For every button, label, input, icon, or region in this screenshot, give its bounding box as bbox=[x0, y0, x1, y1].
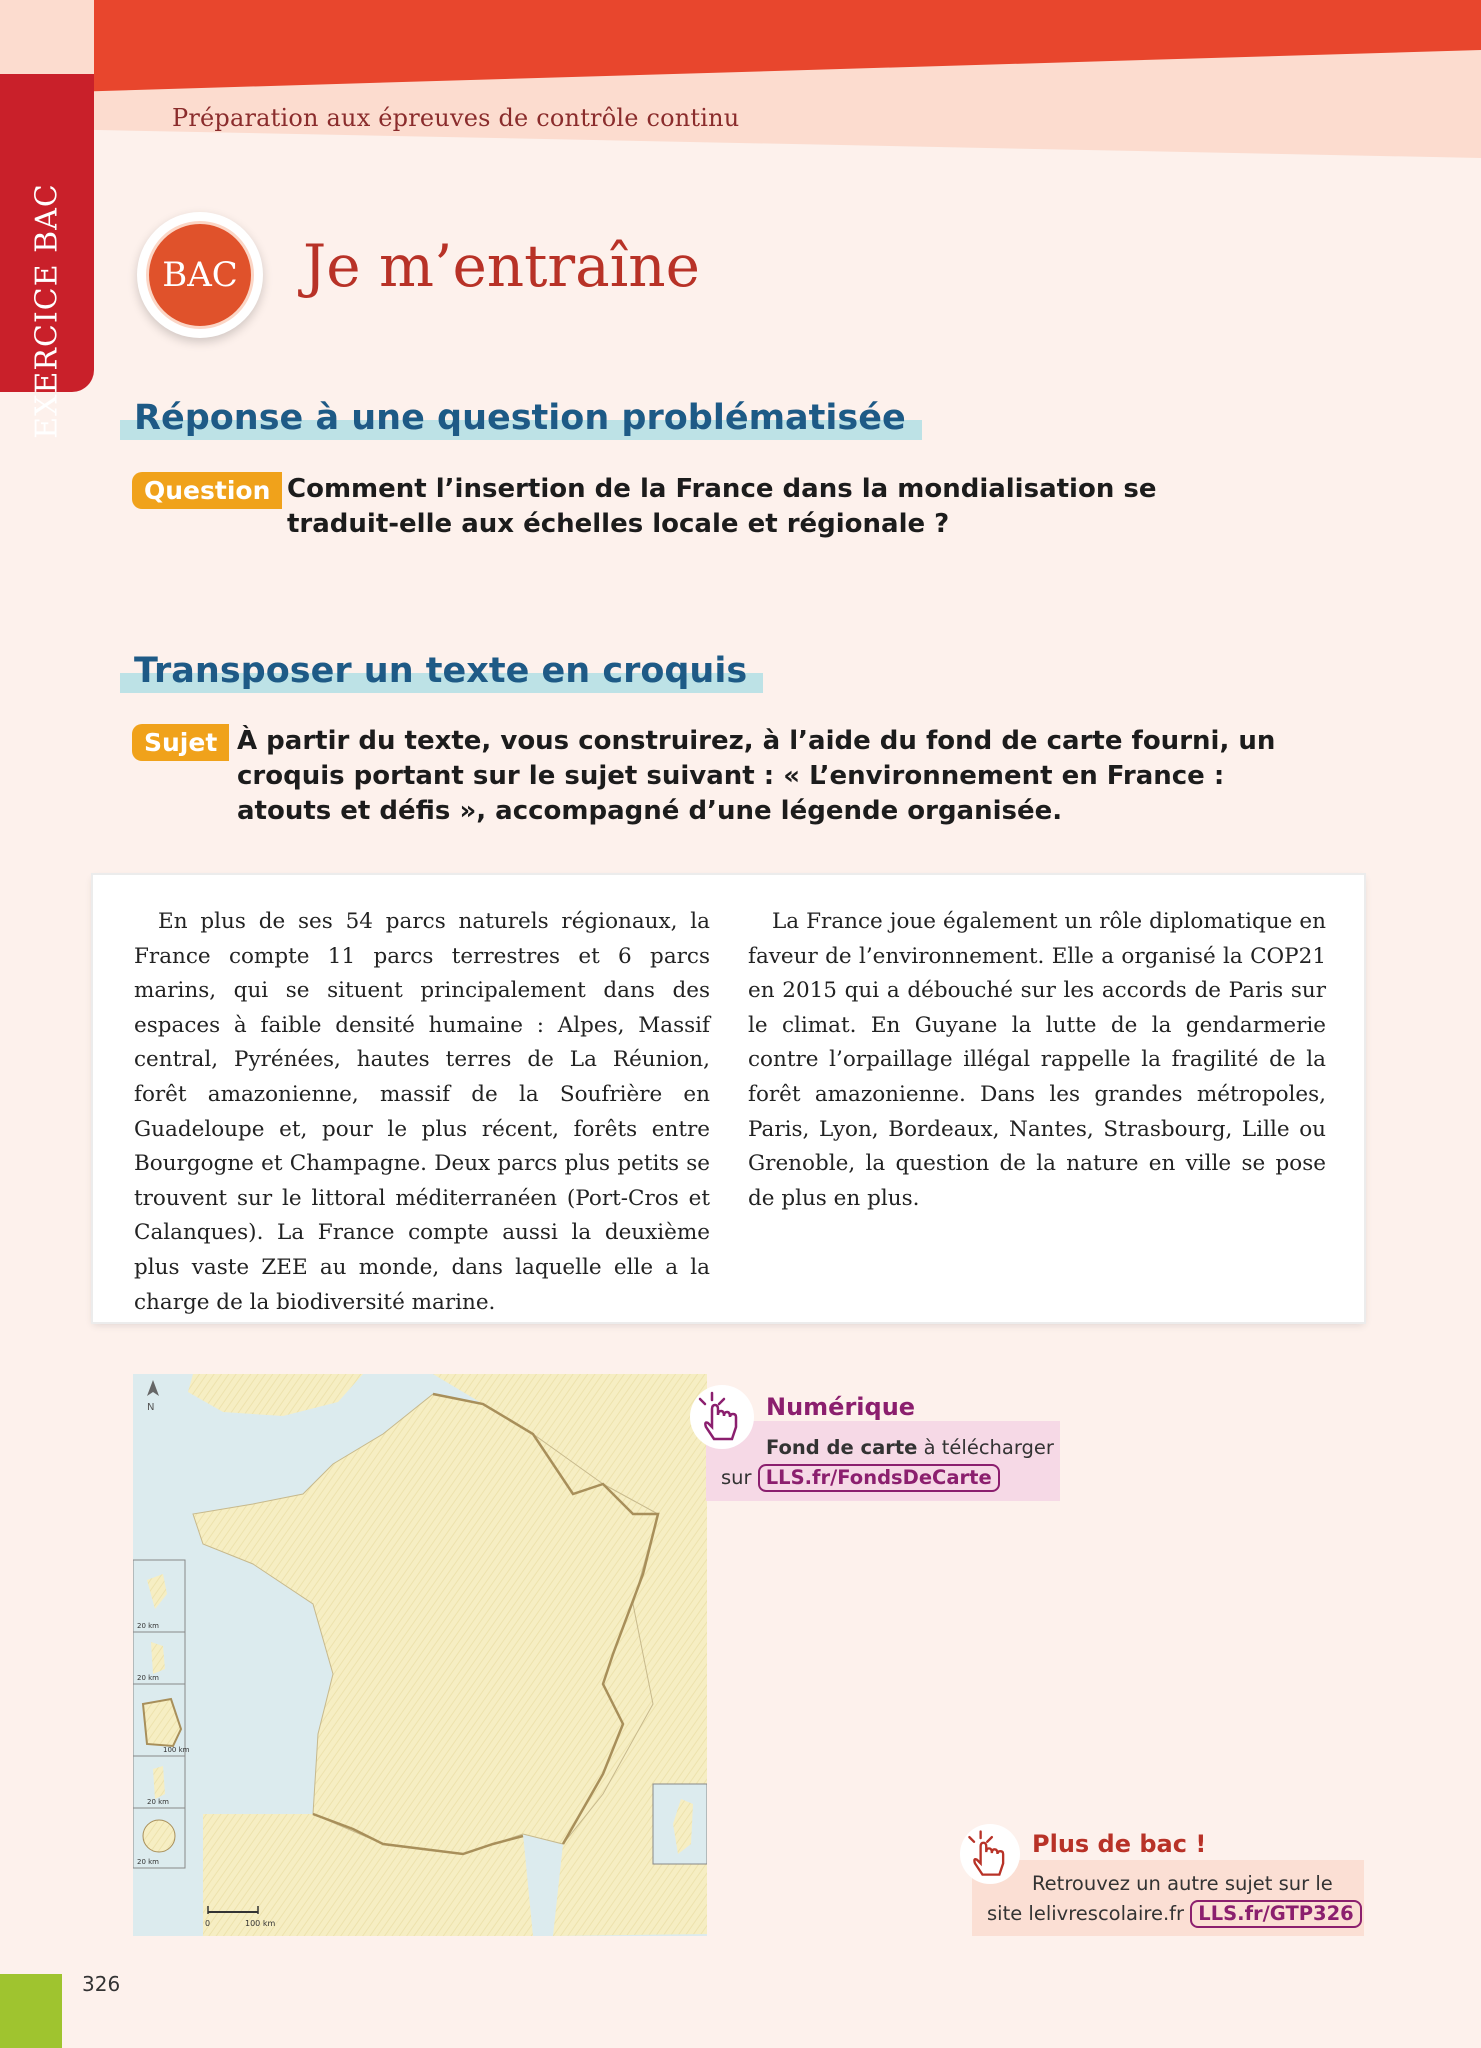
bac-badge-label: BAC bbox=[146, 221, 254, 329]
numerique-line bbox=[766, 1436, 1054, 1459]
gtp326-link[interactable]: LLS.fr/GTP326 bbox=[1190, 1900, 1362, 1928]
section-heading-croquis bbox=[134, 651, 747, 691]
plus-de-bac-prefix: site lelivrescolaire.fr bbox=[987, 1902, 1185, 1925]
document-text-box bbox=[93, 875, 1364, 1322]
section-heading-question bbox=[134, 398, 906, 438]
scale-end: 100 km bbox=[245, 1919, 276, 1928]
text-column-left: En plus de ses 54 parcs naturels régionaux, la France compte 11 parcs terrestres et 6 parcs marins, qui se situent principalement dans des espaces à faible densité humaine : Alpes, Massif central, Pyrénées, hautes terres de La Réunion, forêt amazonienne, massif de la Soufrière en Guadeloupe et, pour le plus récent, forêts entre Bourgogne et Champagne. Deux parcs plus petits se trouvent sur le littoral méditerranéen (Port-Cros et Calanques). La France compte aussi la deuxième plus vaste ZEE au monde, dans laquelle elle a la charge de la biodiversité marine. bbox=[134, 909, 710, 1315]
numerique-rest: à télécharger bbox=[917, 1436, 1054, 1459]
plus-de-bac-block bbox=[960, 1824, 1364, 1936]
reunion-land bbox=[143, 1820, 175, 1852]
plus-de-bac-link-line bbox=[987, 1900, 1362, 1928]
question-prompt: Comment l’insertion de la France dans la mondialisation se traduit-elle aux échelles locale et régionale ? bbox=[287, 474, 1157, 539]
page-number: 326 bbox=[82, 1972, 121, 1996]
numerique-block bbox=[690, 1385, 1060, 1505]
numerique-bold: Fond de carte bbox=[766, 1436, 918, 1459]
base-map bbox=[133, 1374, 707, 1936]
fonds-de-carte-link[interactable]: LLS.fr/FondsDeCarte bbox=[758, 1464, 1000, 1492]
svg-text:20 km: 20 km bbox=[137, 1858, 160, 1866]
text-column-right: La France joue également un rôle diplomatique en faveur de l’environnement. Elle a organisé la COP21 en 2015 qui a débouché sur les accords de Paris sur le climat. En Guyane la lutte de la gendarmerie contre l’orpaillage illégal rappelle la fragilité de la forêt amazonienne. Dans les grandes métropoles, Paris, Lyon, Bordeaux, Nantes, Strasbourg, Lille ou Grenoble, la question de la nature en ville se pose de plus en plus. bbox=[748, 909, 1326, 1211]
running-head: Préparation aux épreuves de contrôle continu bbox=[172, 104, 740, 132]
section-heading-text: Transposer un texte en croquis bbox=[134, 651, 748, 691]
svg-text:20 km: 20 km bbox=[147, 1798, 170, 1806]
plus-de-bac-line: Retrouvez un autre sujet sur le bbox=[1032, 1872, 1333, 1895]
question-tag: Question bbox=[132, 472, 282, 509]
plus-de-bac-title: Plus de bac ! bbox=[1032, 1830, 1207, 1858]
bac-badge bbox=[137, 212, 263, 338]
sujet-tag: Sujet bbox=[132, 724, 229, 761]
svg-text:20 km: 20 km bbox=[137, 1622, 160, 1630]
scale-start: 0 bbox=[205, 1919, 211, 1928]
top-banner bbox=[0, 0, 1481, 160]
numerique-prefix: sur bbox=[721, 1466, 752, 1489]
numerique-title: Numérique bbox=[766, 1393, 916, 1421]
page-title: Je m’entraîne bbox=[303, 232, 700, 300]
svg-text:100 km: 100 km bbox=[163, 1746, 190, 1754]
numerique-link-line bbox=[721, 1464, 1000, 1492]
section-heading-text: Réponse à une question problématisée bbox=[134, 398, 906, 438]
svg-text:20 km: 20 km bbox=[137, 1674, 160, 1682]
side-tab-label: EXERCICE BAC bbox=[29, 183, 65, 439]
pointer-hand-icon bbox=[960, 1824, 1020, 1884]
martinique-land bbox=[151, 1642, 165, 1674]
mayotte-land bbox=[153, 1766, 165, 1799]
pointer-hand-icon bbox=[690, 1385, 754, 1449]
page-color-strip bbox=[0, 1974, 62, 2048]
sujet-prompt: À partir du texte, vous construirez, à l’aide du fond de carte fourni, un croquis portant sur le sujet suivant : « L’environnement en France : atouts et défis », accompagné d’une légende organisée. bbox=[237, 726, 1276, 826]
side-tab bbox=[0, 74, 94, 439]
north-label: N bbox=[147, 1402, 155, 1413]
